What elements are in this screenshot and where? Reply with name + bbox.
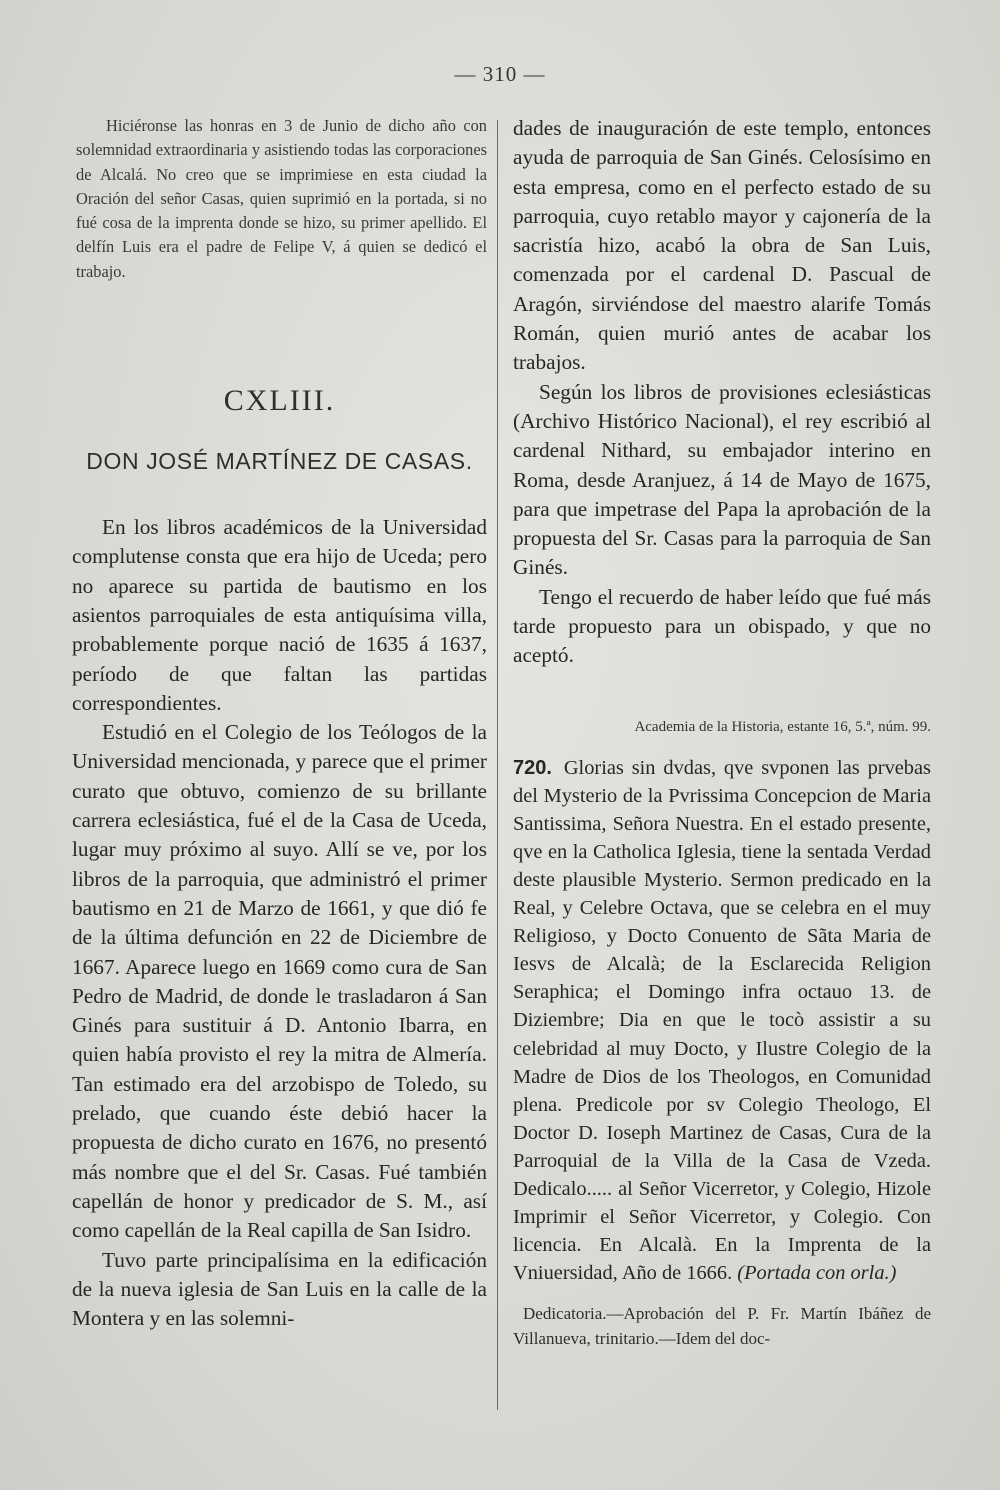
entry-description: Dedicatoria.—Aprobación del P. Fr. Martín Ibáñez de Villanueva, trinitario.—Idem del doc- [513,1304,931,1349]
page-number: — 310 — [454,62,546,86]
footnote-paragraph: Hiciéronse las honras en 3 de Junio de dicho año con solemnidad extraordinaria y asistiendo todas las corporaciones de Alcalá. No creo que se imprimiese en esta ciudad la Oración del señor Casas, quien suprimió en la portada, si no fué cosa de la imprenta donde se hizo, su primer apellido. El delfín Luis era el padre de Felipe V, á quien se dedicó el trabajo. [76,116,487,281]
chapter-number: CXLIII. [223,384,336,418]
bibliographic-entry [513,754,931,1288]
entry-number: 720. [513,756,552,779]
left-column [72,114,487,1333]
body-paragraph: dades de inauguración de este templo, entonces ayuda de parroquia de San Ginés. Celosísimo en esta empresa, como en el perfecto estado de su parroquia, cuyo retablo mayor y cajonería de la sacristía hizo, acabó la obra de San Luis, comenzada por el cardenal D. Pascual de Aragón, sirviéndose del maestro alarife Tomás Román, quien murió antes de acabar los trabajos. [513,116,931,375]
column-divider [497,120,498,1410]
chapter-heading: DON JOSÉ MARTÍNEZ DE CASAS. [86,448,473,475]
right-column [513,114,931,1351]
entry-italic-note: (Portada con orla.) [737,1262,897,1285]
body-paragraph: Tengo el recuerdo de haber leído que fué más tarde propuesto para un obispado, y que no aceptó. [513,584,931,668]
body-paragraph: En los libros académicos de la Universidad complutense consta que era hijo de Uceda; pero no aparece su partida de bautismo en los asientos parroquiales de esta antiquísima villa, probablemente porque nació de 1635 á 1637, período de que faltan las partidas correspondientes. [72,515,487,715]
body-paragraph: Según los libros de provisiones eclesiásticas (Archivo Histórico Nacional), el rey escribió al cardenal Nithard, su embajador interino en Roma, desde Aranjuez, á 14 de Mayo de 1675, para que impetrase del Papa la aprobación de la propuesta del Sr. Casas para la parroquia de San Ginés. [513,379,931,580]
body-paragraph: Estudió en el Colegio de los Teólogos de la Universidad mencionada, y parece que el primer curato que obtuvo, comienzo de su brillante carrera eclesiástica, fué el de la Casa de Uceda, lugar muy próximo al suyo. Allí se ve, por los libros de la parroquia, que administró el primer bautismo en 21 de Marzo de 1661, y que dió fe de la última defunción en 22 de Diciembre de 1667. Aparece luego en 1669 como cura de San Pedro de Madrid, de donde le trasladaron á San Ginés para sustituir á D. Antonio Ibarra, en quien había provisto el rey la mitra de Almería. Tan estimado era del arzobispo de Toledo, su prelado, que cuando éste debió hacer la propuesta de dicho curato en 1676, no presentó más nombre que el del Sr. Casas. Fué también capellán de honor y predicador de S. M., así como capellán de la Real capilla de San Isidro. [72,720,487,1243]
body-paragraph: Tuvo parte principalísima en la edificación de la nueva iglesia de San Luis en la calle de la Montera y en las solemni- [72,1247,487,1331]
source-reference: Academia de la Historia, estante 16, 5.ª, núm. 99. [634,718,931,735]
entry-text: Glorias sin dvdas, qve svponen las prvebas del Mysterio de la Pvrissima Concepcion de Maria Santissima, Señora Nuestra. En el estado presente, qve en la Catholica Iglesia, tiene la sentada Verdad deste plausible Mysterio. Sermon predicado en la Real, y Celebre Octava, que se celebra en el muy Religioso, y Docto Conuento de Sãta Maria de Iesvs de Alcalà; de la Esclarecida Religion Seraphica; el Domingo infra octauo 13. de Diziembre; Dia en que le tocò assistir a su celebridad al muy Docto, y Ilustre Colegio de la Madre de Dios de los Theologos, en Comunidad plena. Predicole por sv Colegio Theologo, El Doctor D. Ioseph Martinez de Casas, Cura de la Parroquial de la Villa de la Casa de Vzeda. Dedicalo..... al Señor Vicerretor, y Colegio, Hizole Imprimir el Señor Vicerretor, y Colegio. Con licencia. En Alcalà. En la Imprenta de la Vniuersidad, Año de 1666. [513,756,931,1285]
